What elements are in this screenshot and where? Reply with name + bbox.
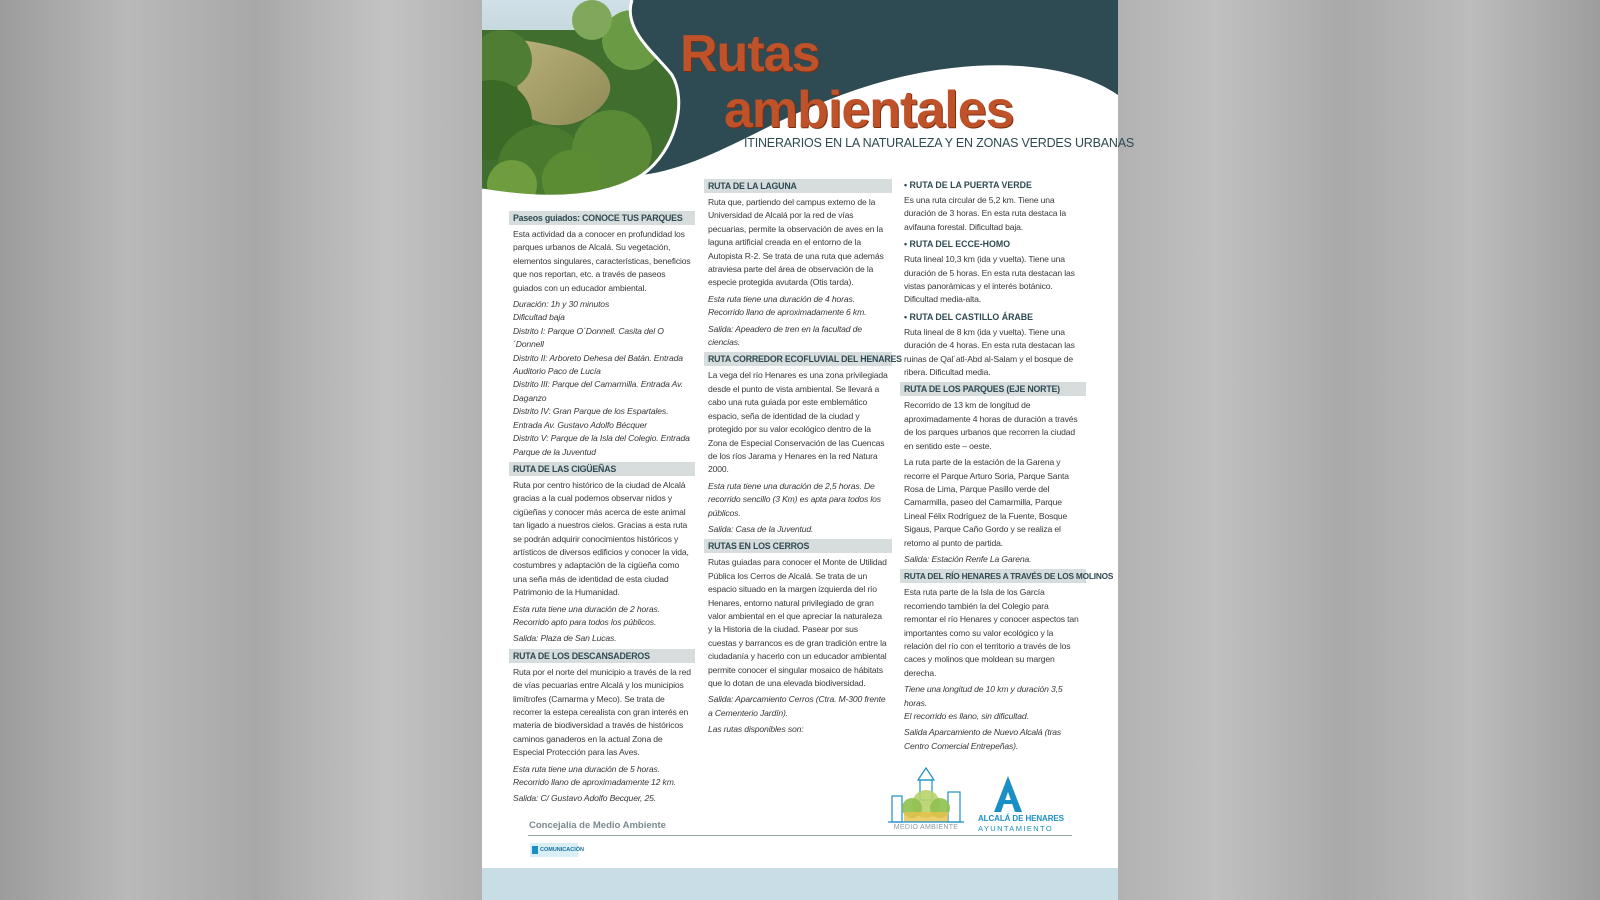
section-body: La vega del río Henares es una zona privilegiada desde el punto de vista ambiental. Se llevará a cabo una ruta guiada por este emblemático espacio, seña de identidad de la ciudad y protegido por su valor ecológico dentro de la Zona de Especial Conservación de las Cuencas de los ríos Jarama y Henares en la red Natura 2000. <box>708 370 888 475</box>
route-salida: Salida: Apeadero de tren en la facultad de ciencias. <box>708 323 862 348</box>
section-body: Recorrido de 13 km de longitud de aproximadamente 4 horas de duración a través de los parques urbanos que recorren la ciudad en sentido este – oeste. <box>904 400 1078 451</box>
bullet-body: Ruta lineal de 8 km (ida y vuelta). Tiene una duración de 4 horas. En esta ruta destacan las ruinas de Qal´atl-Abd al-Salam y el bosque de ribera. Dificultad media. <box>904 326 1075 378</box>
column-2 <box>704 177 902 740</box>
ayuntamiento-label: AYUNTAMIENTO <box>978 824 1054 833</box>
route-salida: Salida: Aparcamiento Cerros (Ctra. M-300 frente a Cementerio Jardín). <box>708 694 886 718</box>
section-heading-parques-eje-norte: RUTA DE LOS PARQUES (EJE NORTE) <box>900 382 1086 396</box>
section-body: Esta actividad da a conocer en profundidad los parques urbanos de Alcalá. Su vegetación, elementos singulares, características, beneficios que nos reportan, etc. a través de paseos guiados con un educador ambiental. <box>513 229 691 293</box>
district-2: Distrito II: Arboreto Dehesa del Batán. Entrada Auditorio Paco de Lucía <box>513 352 683 377</box>
district-1: Distrito I: Parque O´Donnell. Casita del O´Donnell <box>513 325 664 350</box>
alcala-a-logo-icon <box>978 774 1038 814</box>
route-salida: Salida: Casa de la Juventud. <box>708 523 814 534</box>
bullet-heading-castillo-arabe: • RUTA DEL CASTILLO ÁRABE <box>904 311 1034 322</box>
section-heading-laguna: RUTA DE LA LAGUNA <box>704 179 892 193</box>
section-body: Ruta que, partiendo del campus externo de la Universidad de Alcalá por la red de vías pecuarias, permite la observación de aves en la laguna artificial creada en el entorno de la Autopista R-2. Se trata de una ruta que además atraviesa parte del área de observación de la especie protegida avutarda (Otis tarda). <box>708 197 884 288</box>
section-body: La ruta parte de la estación de la Garena y recorre el Parque Arturo Soria, Parque Santa Rosa de Lima, Parque Pasillo verde del Camarmilla, paseo del Camarmilla, Parque Lineal Félix Rodríguez de la Fuente, Bosque Sigaus, Parque Caño Gordo y se realiza el retorno al punto de partida. <box>904 457 1069 548</box>
bullet-body: Ruta lineal 10,3 km (ida y vuelta). Tiene una duración de 5 horas. En esta ruta destacan las vistas panorámicas y el interés botánico. Dificultad media-alta. <box>904 254 1075 305</box>
comunicacion-logo-icon <box>530 843 584 857</box>
route-info: Esta ruta tiene una duración de 5 horas. Recorrido llano de aproximadamente 12 km. <box>513 763 676 788</box>
comunicacion-label: COMUNICACIÓN <box>540 847 584 853</box>
route-info: Esta ruta tiene una duración de 4 horas. Recorrido llano de aproximadamente 6 km. <box>708 293 867 318</box>
route-info: El recorrido es llano, sin dificultad. <box>904 711 1029 721</box>
section-body: Rutas guiadas para conocer el Monte de Utilidad Pública los Cerros de Alcalá. Se trata de un espacio situado en la margen izquierda del río Henares, entorno natural privilegiado de gran valor ambiental en el que apreciar la naturaleza y la Historia de la ciudad. Pasear por sus cuestas y barrancos es de gran tradición entre la ciudadanía y hacerlo con un educador ambiental permite conocer el singular mosaico de hábitats que lo dotan de una elevada biodiversidad. <box>708 557 887 688</box>
routes-available-text: Las rutas disponibles son: <box>708 724 804 735</box>
district-4: Distrito IV: Gran Parque de los Espartales. Entrada Av. Gustavo Adolfo Bécquer <box>513 406 669 430</box>
section-heading-rio-henares-molinos: RUTA DEL RÍO HENARES A TRAVÉS DE LOS MOLINOS <box>900 569 1086 583</box>
route-info: Esta ruta tiene una duración de 2 horas. Recorrido apto para todos los públicos. <box>513 603 660 627</box>
title-line1: Rutas <box>680 25 820 83</box>
section-body: Ruta por centro histórico de la ciudad de Alcalá gracias a la cual podemos observar nidos y cigüeñas y conocer más acerca de este animal tan ligado a nuestros cielos. Gracias a esta ruta se podrán adquirir conocimientos históricos y artísticos de diversos edificios y conocer la vida, costumbres y adaptación de la cigüeña como una seña más de identidad de esta ciudad Patrimonio de la Humanidad. <box>513 479 689 598</box>
district-3: Distrito III: Parque del Camarmilla. Entrada Av. Daganzo <box>513 379 683 403</box>
route-info: Esta ruta tiene una duración de 2,5 horas. De recorrido sencillo (3 Km) es apta para todos los públicos. <box>708 480 881 518</box>
section-body: Ruta por el norte del municipio a través de la red de vías pecuarias entre Alcalá y los municipios limítrofes (Camarma y Meco). Se trata de recorrer la estepa cerealista con gran interés en materia de biodiversidad a través de históricos caminos ganaderos en la actual Zona de Especial Protección para las Aves. <box>513 666 691 758</box>
bullet-heading-ecce-homo: • RUTA DEL ECCE-HOMO <box>904 239 1011 250</box>
difficulty-text: Dificultad baja <box>513 312 565 323</box>
bottom-band <box>482 868 1118 900</box>
section-body: Esta ruta parte de la Isla de los García recorriendo también la del Colegio para remontar el río Henares y conocer aspectos tan importantes como su valor ecológico y la relación del río con el territorio a través de los caces y molinos que moldean su margen derecha. <box>904 587 1079 678</box>
route-salida: Salida: C/ Gustavo Adolfo Becquer, 25. <box>513 793 657 804</box>
concejalia-label: Concejalía de Medio Ambiente <box>529 820 666 831</box>
district-5: Distrito V: Parque de la Isla del Colegio. Entrada Parque de la Juventud <box>513 433 690 457</box>
alcala-de-henares-label: ALCALÁ DE HENARES <box>978 814 1064 823</box>
column-3 <box>900 177 1114 756</box>
section-heading-corredor-ecofluvial: RUTA CORREDOR ECOFLUVIAL DEL HENARES <box>704 352 892 366</box>
route-salida: Salida: Plaza de San Lucas. <box>513 633 617 644</box>
section-heading-conoce-tus-parques: Paseos guiados: CONOCE TUS PARQUES <box>509 211 695 225</box>
medio-ambiente-label: MEDIO AMBIENTE <box>893 824 959 831</box>
poster-page <box>482 0 1134 900</box>
section-heading-cigüeñas: RUTA DE LAS CIGÜEÑAS <box>509 462 695 476</box>
duration-text: Duración: 1h y 30 minutos <box>513 299 610 310</box>
route-info: Tiene una longitud de 10 km y duración 3,5 horas. <box>904 684 1063 708</box>
route-salida: Salida: Estación Renfe La Garena. <box>904 553 1032 564</box>
subtitle: ITINERARIOS EN LA NATURALEZA Y EN ZONAS VERDES URBANAS <box>744 136 1134 150</box>
footer-divider <box>528 835 1072 836</box>
bullet-heading-puerta-verde: • RUTA DE LA PUERTA VERDE <box>904 180 1032 190</box>
title-line2: ambientales <box>724 81 1014 139</box>
column-1 <box>509 209 695 809</box>
bullet-body: Es una ruta circular de 5,2 km. Tiene una duración de 3 horas. En esta ruta destaca la avifauna forestal. Dificultad baja. <box>904 195 1067 232</box>
section-heading-cerros: RUTAS EN LOS CERROS <box>704 539 892 553</box>
section-heading-descansaderos: RUTA DE LOS DESCANSADEROS <box>509 649 695 663</box>
route-salida: Salida Aparcamiento de Nuevo Alcalá (tras Centro Comercial Entrepeñas). <box>904 727 1062 751</box>
